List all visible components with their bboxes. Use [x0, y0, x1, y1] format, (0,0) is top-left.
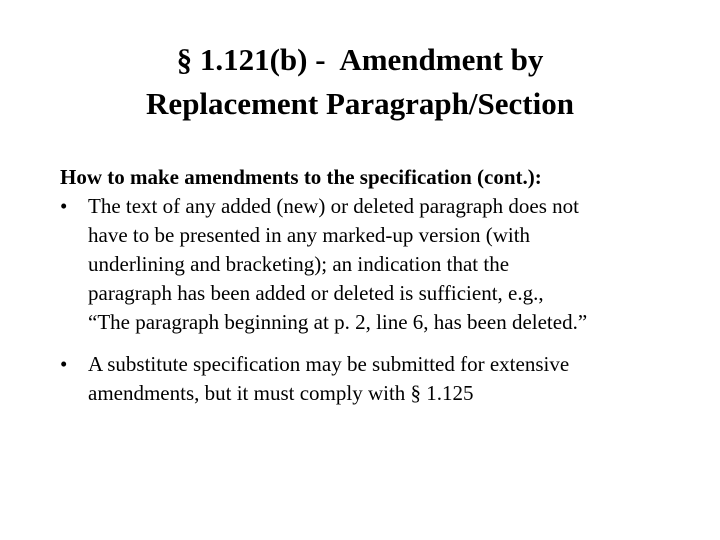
bullet-1-line-2: have to be presented in any marked-up version (with [88, 223, 531, 247]
title-line-2: Replacement Paragraph/Section [146, 86, 574, 121]
bullet-1-line-4: paragraph has been added or deleted is sufficient, e.g., [88, 281, 544, 305]
lead-heading: How to make amendments to the specification (cont.): [60, 165, 542, 189]
title-line-1: § 1.121(b) - Amendment by [176, 42, 544, 77]
bullet-item-1 [60, 192, 680, 337]
bullet-list [60, 192, 680, 408]
slide-body [60, 163, 680, 408]
bullet-2-line-1: A substitute specification may be submitted for extensive [88, 352, 570, 376]
slide-title [40, 38, 680, 126]
bullet-icon: • [60, 194, 68, 218]
bullet-item-2 [60, 350, 680, 408]
bullet-2-line-2: amendments, but it must comply with § 1.125 [88, 381, 474, 405]
bullet-icon: • [60, 352, 68, 376]
bullet-1-line-5: “The paragraph beginning at p. 2, line 6, has been deleted.” [88, 310, 588, 334]
bullet-1-line-3: underlining and bracketing); an indication that the [88, 252, 510, 276]
bullet-1-line-1: The text of any added (new) or deleted paragraph does not [88, 194, 579, 218]
